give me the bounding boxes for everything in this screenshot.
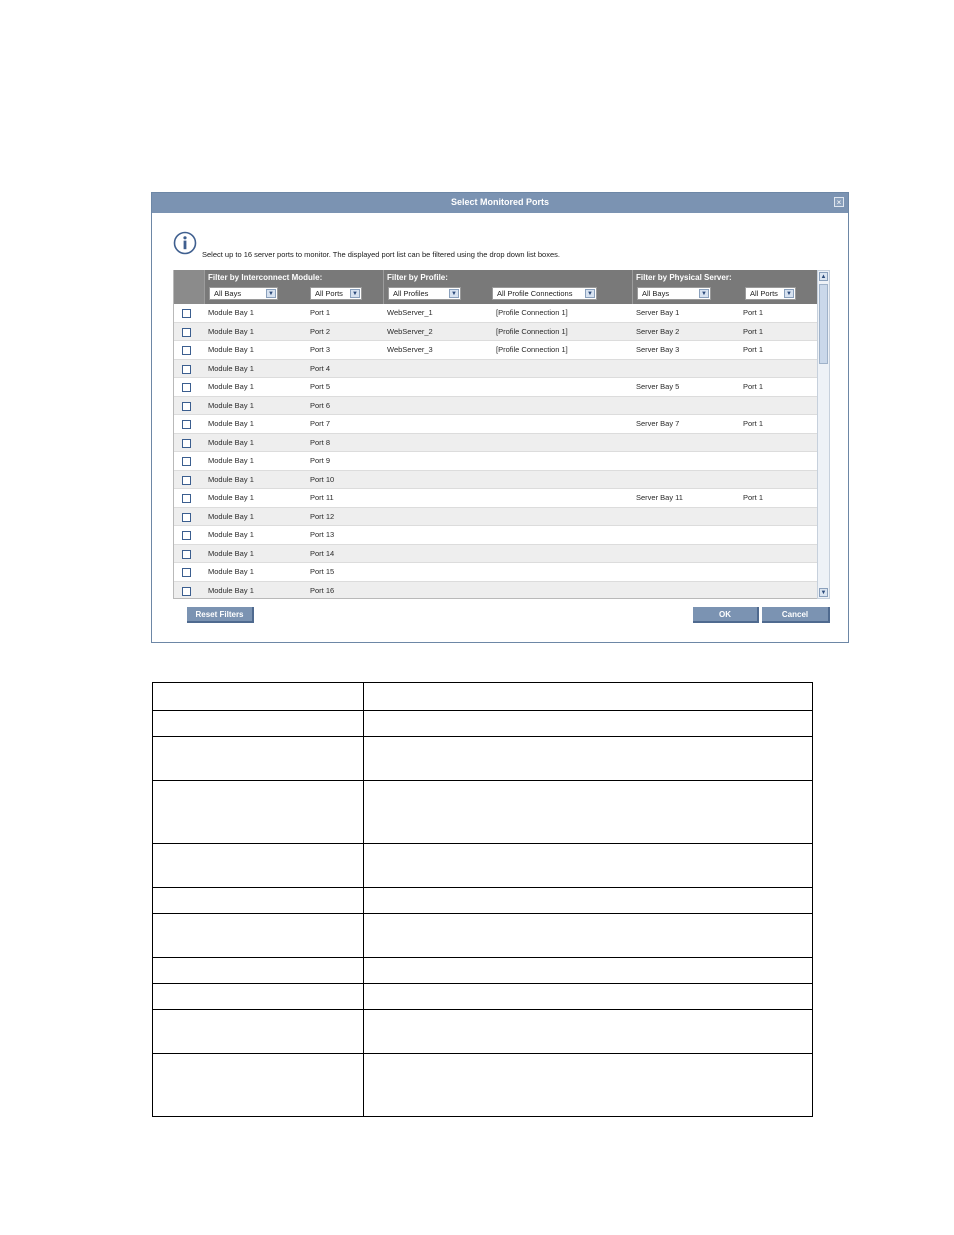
row-checkbox[interactable] (182, 346, 191, 355)
table-row[interactable] (174, 471, 817, 490)
profile-connection-select-value: All Profile Connections (497, 289, 573, 298)
profile-select[interactable] (388, 287, 461, 300)
table-cell (364, 888, 813, 914)
row-checkbox[interactable] (182, 531, 191, 540)
chevron-down-icon[interactable]: ▼ (820, 590, 827, 596)
module-bay-cell: Module Bay 1 (208, 400, 254, 410)
server-port-cell: Port 1 (743, 493, 764, 502)
table-row (153, 1054, 813, 1117)
server-port-cell: Port 1 (743, 326, 764, 336)
table-cell (153, 984, 364, 1010)
grid-rows (174, 304, 817, 599)
module-port-cell: Port 5 (310, 382, 331, 391)
row-checkbox[interactable] (182, 494, 191, 503)
module-port-cell: Port 13 (310, 530, 335, 539)
cancel-button[interactable]: Cancel (762, 607, 830, 623)
module-bay-cell: Module Bay 1 (208, 345, 254, 354)
table-cell (364, 844, 813, 888)
server-port-cell: Port 1 (743, 345, 764, 354)
table-cell (153, 711, 364, 737)
dialog-titlebar (152, 193, 848, 213)
server-bay-cell: Server Bay 5 (636, 382, 680, 391)
reset-filters-button[interactable]: Reset Filters (187, 607, 254, 623)
physical-server-filter-label: Filter by Physical Server: (636, 273, 732, 282)
table-row[interactable] (174, 323, 817, 342)
info-icon (173, 231, 197, 255)
select-column-header (174, 270, 204, 304)
chevron-down-icon[interactable]: ▼ (699, 289, 709, 298)
table-cell (153, 844, 364, 888)
table-row (153, 844, 813, 888)
module-bay-select[interactable] (209, 287, 278, 300)
server-port-select[interactable] (745, 287, 796, 300)
module-bay-cell: Module Bay 1 (208, 548, 254, 558)
module-bay-cell: Module Bay 1 (208, 419, 254, 428)
module-port-select[interactable] (310, 287, 362, 300)
module-bay-cell: Module Bay 1 (208, 493, 254, 502)
server-port-cell: Port 1 (743, 419, 764, 428)
table-cell (364, 781, 813, 844)
row-checkbox[interactable] (182, 420, 191, 429)
scrollbar-thumb[interactable] (819, 284, 828, 364)
server-bay-cell: Server Bay 11 (636, 493, 683, 502)
table-cell (364, 958, 813, 984)
module-port-select-value: All Ports (315, 289, 343, 298)
server-port-select-value: All Ports (750, 289, 778, 298)
row-checkbox[interactable] (182, 328, 191, 337)
chevron-down-icon[interactable]: ▼ (585, 289, 595, 298)
module-port-cell: Port 6 (310, 400, 331, 410)
module-bay-select-value: All Bays (214, 289, 242, 298)
server-bay-cell: Server Bay 2 (636, 326, 680, 336)
module-bay-cell: Module Bay 1 (208, 308, 254, 317)
table-cell (153, 1054, 364, 1117)
row-checkbox[interactable] (182, 513, 191, 522)
reference-table (152, 682, 813, 1117)
server-bay-cell: Server Bay 7 (636, 419, 680, 428)
module-bay-cell: Module Bay 1 (208, 363, 254, 373)
profile-select-value: All Profiles (393, 289, 429, 298)
table-row (153, 888, 813, 914)
close-icon[interactable]: × (834, 197, 844, 207)
row-checkbox[interactable] (182, 476, 191, 485)
module-port-cell: Port 16 (310, 585, 335, 595)
select-monitored-ports-dialog (151, 192, 849, 643)
profile-connection-cell: [Profile Connection 1] (496, 345, 568, 354)
profile-connection-select[interactable] (492, 287, 597, 300)
module-bay-cell: Module Bay 1 (208, 585, 254, 595)
module-bay-cell: Module Bay 1 (208, 530, 254, 539)
profile-cell: WebServer_2 (387, 326, 433, 336)
chevron-down-icon[interactable]: ▼ (350, 289, 360, 298)
module-port-cell: Port 9 (310, 456, 331, 465)
grid-scrollbar[interactable] (817, 270, 830, 599)
dialog-title: Select Monitored Ports (450, 197, 549, 207)
row-checkbox[interactable] (182, 457, 191, 466)
module-bay-cell: Module Bay 1 (208, 511, 254, 521)
table-row[interactable] (174, 489, 817, 508)
interconnect-filter-label: Filter by Interconnect Module: (208, 273, 323, 282)
module-bay-cell: Module Bay 1 (208, 567, 254, 576)
module-port-cell: Port 4 (310, 363, 331, 373)
server-bay-select[interactable] (637, 287, 711, 300)
table-cell (364, 683, 813, 711)
row-checkbox[interactable] (182, 550, 191, 559)
table-row (153, 737, 813, 781)
module-port-cell: Port 10 (310, 474, 335, 484)
table-row (153, 711, 813, 737)
table-row[interactable] (174, 341, 817, 360)
table-cell (364, 914, 813, 958)
profile-connection-cell: [Profile Connection 1] (496, 326, 568, 336)
profile-cell: WebServer_1 (387, 308, 433, 317)
module-bay-cell: Module Bay 1 (208, 437, 254, 447)
table-cell (153, 737, 364, 781)
table-row[interactable] (174, 526, 817, 545)
table-cell (364, 1054, 813, 1117)
chevron-up-icon[interactable]: ▲ (820, 274, 827, 280)
ports-grid (173, 270, 817, 599)
table-row[interactable] (174, 360, 817, 379)
module-bay-cell: Module Bay 1 (208, 326, 254, 336)
table-row (153, 683, 813, 711)
module-port-cell: Port 3 (310, 345, 331, 354)
server-port-cell: Port 1 (743, 382, 764, 391)
table-row[interactable] (174, 582, 817, 600)
module-port-cell: Port 15 (310, 567, 335, 576)
instruction-text: Select up to 16 server ports to monitor. The displayed port list can be filtered using the drop down list boxes. (202, 250, 560, 259)
table-row (153, 914, 813, 958)
table-row[interactable] (174, 563, 817, 582)
table-row[interactable] (174, 415, 817, 434)
chevron-down-icon[interactable]: ▼ (266, 289, 276, 298)
table-cell (153, 888, 364, 914)
module-port-cell: Port 8 (310, 437, 331, 447)
table-row[interactable] (174, 545, 817, 564)
table-cell (153, 958, 364, 984)
column-separator (383, 270, 384, 304)
table-cell (364, 984, 813, 1010)
table-row[interactable] (174, 452, 817, 471)
table-cell (153, 683, 364, 711)
module-port-cell: Port 12 (310, 511, 335, 521)
row-checkbox[interactable] (182, 568, 191, 577)
table-row (153, 1010, 813, 1054)
table-row[interactable] (174, 378, 817, 397)
grid-header (174, 270, 817, 304)
chevron-down-icon[interactable]: ▼ (449, 289, 459, 298)
row-checkbox[interactable] (182, 309, 191, 318)
module-bay-cell: Module Bay 1 (208, 456, 254, 465)
row-checkbox[interactable] (182, 383, 191, 392)
table-row (153, 781, 813, 844)
server-bay-select-value: All Bays (642, 289, 670, 298)
module-port-cell: Port 14 (310, 548, 335, 558)
table-cell (364, 711, 813, 737)
server-bay-cell: Server Bay 1 (636, 308, 680, 317)
table-row[interactable] (174, 304, 817, 323)
profile-filter-label: Filter by Profile: (387, 273, 448, 282)
table-cell (153, 1010, 364, 1054)
row-checkbox[interactable] (182, 587, 191, 596)
table-cell (364, 1010, 813, 1054)
table-row[interactable] (174, 434, 817, 453)
profile-connection-cell: [Profile Connection 1] (496, 308, 568, 317)
column-separator (632, 270, 633, 304)
table-cell (153, 781, 364, 844)
module-port-cell: Port 7 (310, 419, 331, 428)
table-row (153, 984, 813, 1010)
module-bay-cell: Module Bay 1 (208, 382, 254, 391)
table-row[interactable] (174, 397, 817, 416)
chevron-down-icon[interactable]: ▼ (784, 289, 794, 298)
module-port-cell: Port 11 (310, 493, 334, 502)
row-checkbox[interactable] (182, 439, 191, 448)
module-port-cell: Port 1 (310, 308, 331, 317)
table-cell (364, 737, 813, 781)
column-separator (204, 270, 205, 304)
profile-cell: WebServer_3 (387, 345, 433, 354)
server-port-cell: Port 1 (743, 308, 764, 317)
ok-button[interactable]: OK (693, 607, 759, 623)
module-port-cell: Port 2 (310, 326, 331, 336)
module-bay-cell: Module Bay 1 (208, 474, 254, 484)
table-row[interactable] (174, 508, 817, 527)
row-checkbox[interactable] (182, 365, 191, 374)
row-checkbox[interactable] (182, 402, 191, 411)
server-bay-cell: Server Bay 3 (636, 345, 680, 354)
table-row (153, 958, 813, 984)
table-cell (153, 914, 364, 958)
